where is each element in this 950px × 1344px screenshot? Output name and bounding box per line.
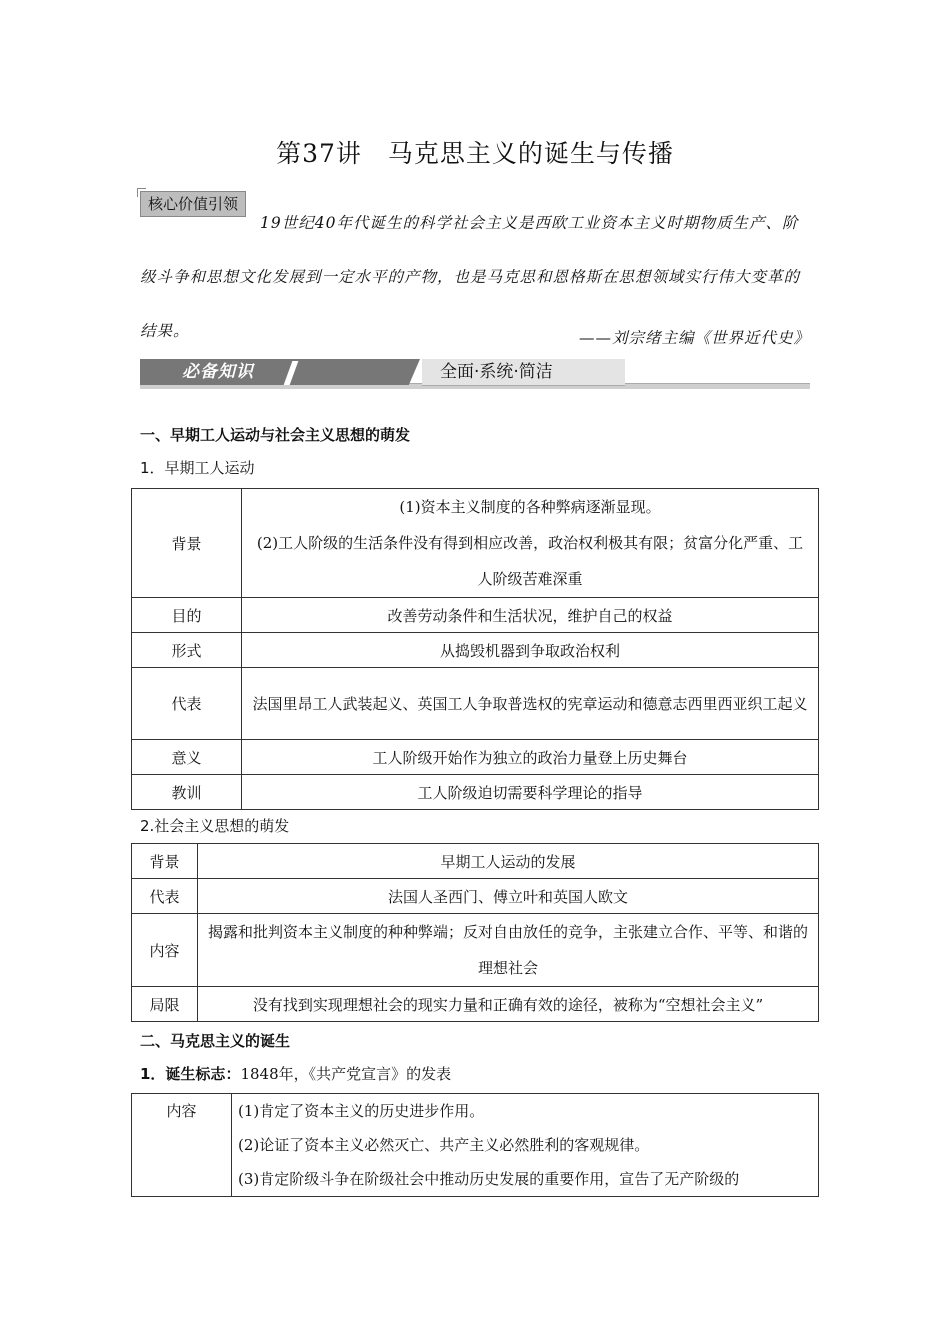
table-key: 目的 — [132, 598, 242, 633]
section1-sub2: 2.社会主义思想的萌发 — [140, 817, 290, 835]
table-value-line: (2)工人阶级的生活条件没有得到相应改善，政治权利极其有限；贫富分化严重、工人阶级苦难深重 — [256, 534, 804, 588]
table-value: 揭露和批判资本主义制度的种种弊端；反对自由放任的竞争，主张建立合作、平等、和谐的理想社会 — [198, 914, 819, 987]
table-key: 代表 — [132, 879, 198, 914]
table-key: 内容 — [132, 914, 198, 987]
list-item: (2)论证了资本主义必然灭亡、共产主义必然胜利的客观规律。 — [238, 1136, 650, 1154]
section2-sub1-label: 1．诞生标志： — [140, 1065, 241, 1083]
table-value-line: (1)资本主义制度的各种弊病逐渐显现。 — [399, 498, 661, 516]
table-row — [132, 598, 819, 633]
table-key: 教训 — [132, 775, 242, 810]
page-title: 第37讲 马克思主义的诞生与传播 — [276, 139, 674, 168]
table-row — [132, 879, 819, 914]
section2-sub1 — [140, 1063, 451, 1084]
banner-left-label: 必备知识 — [182, 362, 254, 382]
table-value: 工人阶级开始作为独立的政治力量登上历史舞台 — [242, 740, 819, 775]
section1-sub1: 1．早期工人运动 — [140, 459, 255, 477]
table-row — [132, 775, 819, 810]
table-key: 内容 — [132, 1094, 232, 1197]
table-key: 局限 — [132, 987, 198, 1022]
table-key: 背景 — [132, 489, 242, 598]
table-row — [132, 633, 819, 668]
list-item: (3)肯定阶级斗争在阶级社会中推动历史发展的重要作用，宣告了无产阶级的 — [238, 1170, 740, 1188]
table-key: 代表 — [132, 668, 242, 740]
intro-text: 19世纪40年代诞生的科学社会主义是西欧工业资本主义时期物质生产、阶级斗争和思想文化发展到一定水平的产物，也是马克思和恩格斯在思想领域实行伟大变革的结果。 — [140, 214, 801, 340]
table-value: 法国人圣西门、傅立叶和英国人欧文 — [198, 879, 819, 914]
table-row — [132, 987, 819, 1022]
table-row — [132, 1094, 819, 1197]
socialist-thought-table — [131, 843, 819, 1022]
table-key: 意义 — [132, 740, 242, 775]
table-value: 法国里昂工人武装起义、英国工人争取普选权的宪章运动和德意志西里西亚织工起义 — [242, 668, 819, 740]
section1-heading: 一、早期工人运动与社会主义思想的萌发 — [140, 426, 411, 444]
table-value: 早期工人运动的发展 — [198, 844, 819, 879]
table-value: 从捣毁机器到争取政治权利 — [242, 633, 819, 668]
table-key: 背景 — [132, 844, 198, 879]
table-row — [132, 844, 819, 879]
banner-right-label: 全面·系统·简洁 — [440, 362, 553, 382]
table-value — [232, 1094, 819, 1197]
table-key: 形式 — [132, 633, 242, 668]
list-item: (1)肯定了资本主义的历史进步作用。 — [238, 1102, 485, 1120]
table-row — [132, 914, 819, 987]
table-value: 工人阶级迫切需要科学理论的指导 — [242, 775, 819, 810]
manifesto-table — [131, 1093, 819, 1197]
table-value — [242, 489, 819, 598]
section2-sub1-text: 1848年，《共产党宣言》的发表 — [240, 1065, 452, 1083]
table-value: 改善劳动条件和生活状况，维护自己的权益 — [242, 598, 819, 633]
early-labor-table — [131, 488, 819, 810]
section-banner — [140, 355, 810, 390]
table-row — [132, 740, 819, 775]
core-value-badge: 核心价值引领 — [140, 191, 246, 217]
table-value: 没有找到实现理想社会的现实力量和正确有效的途径，被称为“空想社会主义” — [198, 987, 819, 1022]
table-row — [132, 668, 819, 740]
section2-heading: 二、马克思主义的诞生 — [140, 1032, 291, 1050]
table-row — [132, 489, 819, 598]
intro-source: ——刘宗绪主编《世界近代史》 — [578, 329, 810, 347]
